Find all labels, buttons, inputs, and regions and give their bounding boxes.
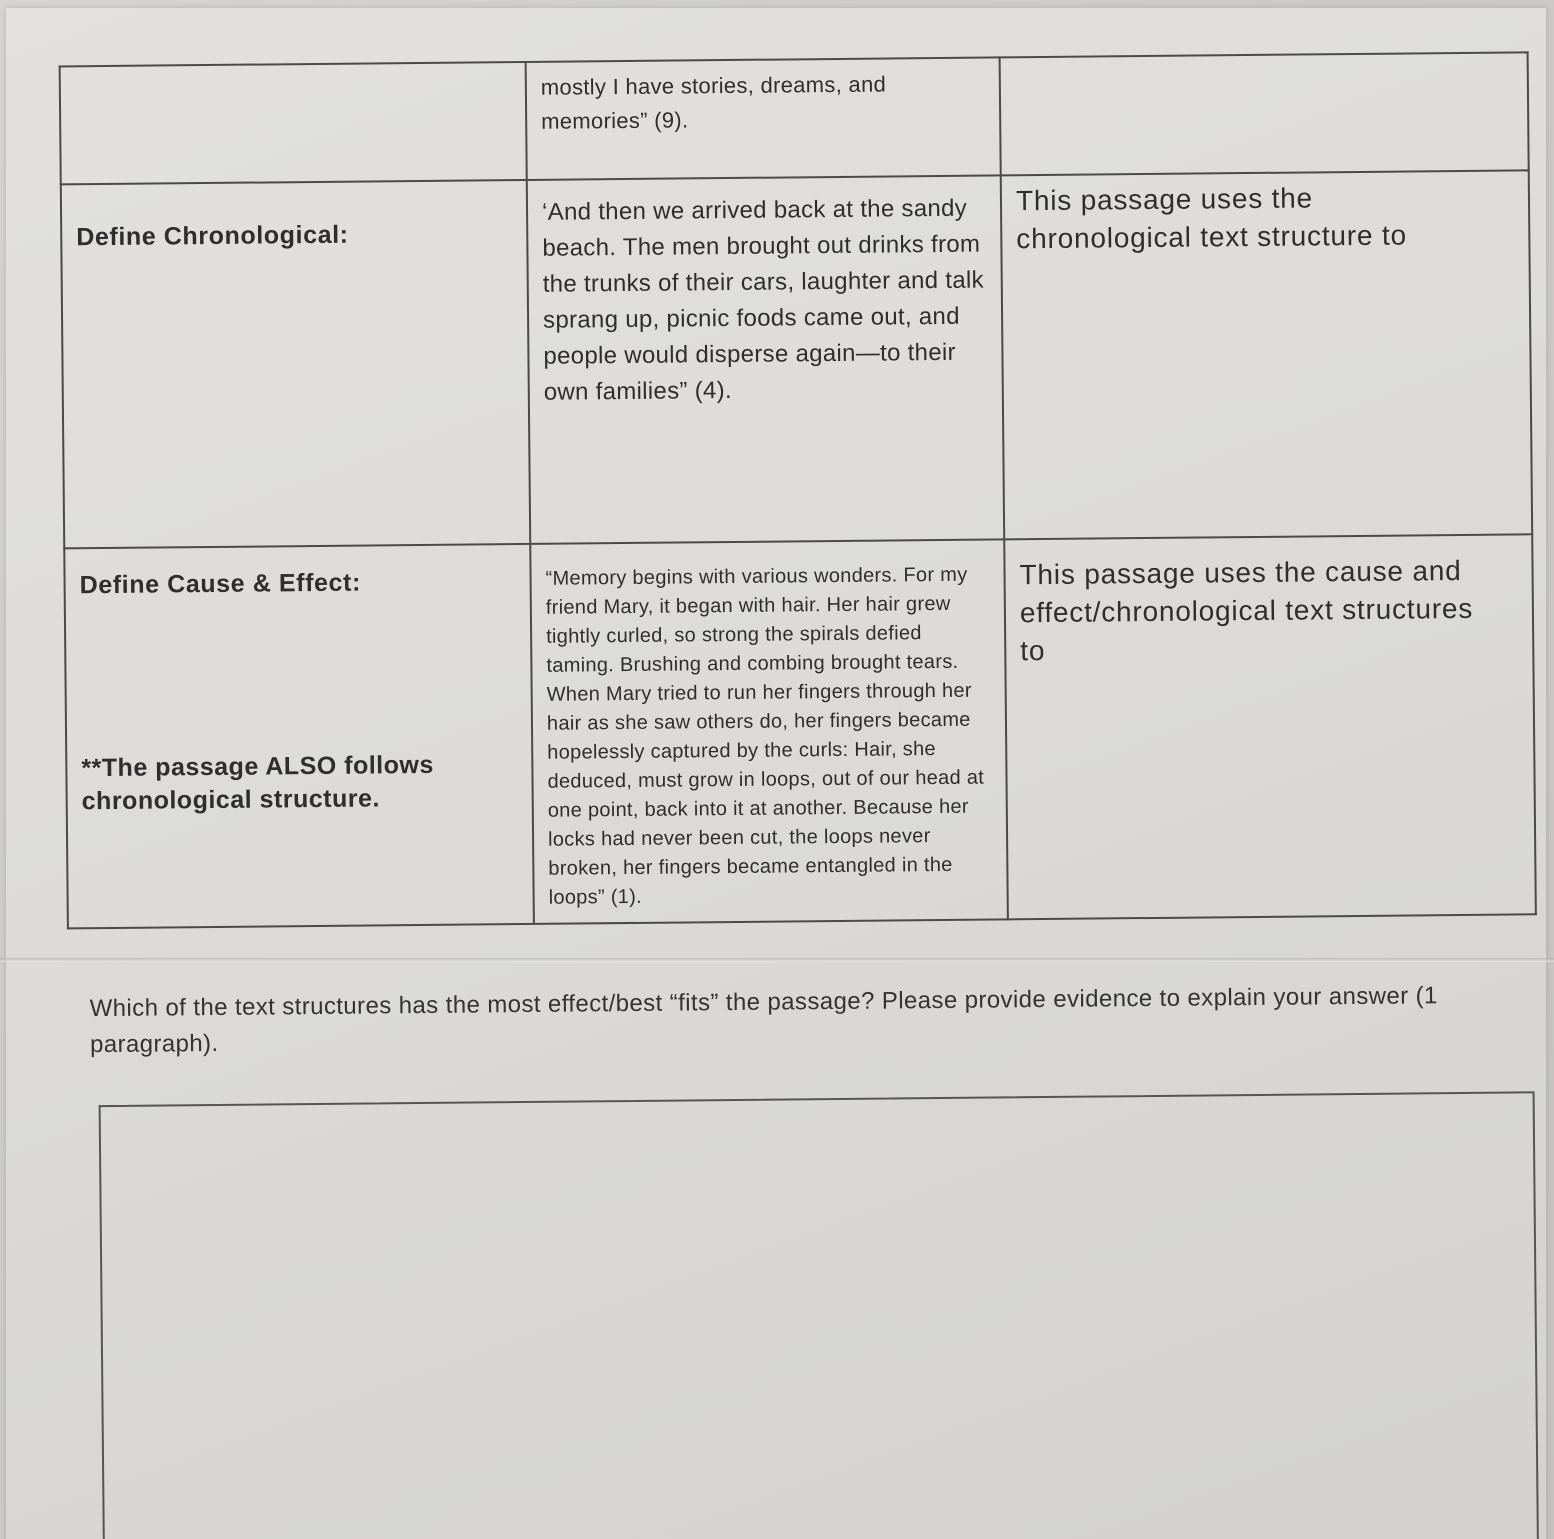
quote-text-row2: “Memory begins with various wonders. For my friend Mary, it began with hair. Her hair grew tightly curled, so strong the spirals defied taming. Brushing and combing brought tears. When Mary tried to run her fingers through her hair as she saw others do, her fingers became hopelessly captured by the curls: Hair, she deduced, must grow in loops, out of our head at one point, back into it at another. Because her locks had never been cut, the loops never broken, her fingers became entangled in the loops” (1).: [545, 563, 985, 909]
table-cell: [60, 62, 527, 184]
analysis-text-row2: This passage uses the cause and effect/chronological text structures to: [1019, 554, 1474, 667]
analysis-text-row1: This passage uses the chronological text structure to: [1015, 182, 1408, 255]
table-cell: [1004, 534, 1536, 919]
table-cell: [527, 175, 1004, 544]
table-cell: [530, 539, 1008, 924]
question-prompt: Which of the text structures has the most effect/best “fits” the passage? Please provide evidence to explain your answer (1 paragraph).: [89, 982, 1438, 1059]
table-row: [61, 170, 1532, 548]
table-cell: [1000, 52, 1529, 175]
define-cause-effect-label: Define Cause & Effect:: [79, 568, 362, 600]
table-row: [60, 52, 1529, 184]
chronological-note: **The passage ALSO follows chronological structure.: [81, 750, 434, 816]
answer-box[interactable]: [99, 1091, 1539, 1539]
table-cell: [61, 180, 530, 548]
quote-text-row0: mostly I have stories, dreams, and memories” (9).: [540, 71, 887, 134]
text-structure-table: [59, 51, 1537, 929]
table-cell: [526, 57, 1001, 180]
define-chronological-label: Define Chronological:: [76, 220, 349, 252]
quote-text-row1: ‘And then we arrived back at the sandy beach. The men brought out drinks from the trunks of their cars, laughter and talk sprang up, picnic foods came out, and people would disperse again—to their own families” (4).: [541, 194, 985, 406]
table-cell: [64, 544, 534, 928]
table-cell: [1001, 170, 1532, 539]
table-row: [64, 534, 1536, 928]
